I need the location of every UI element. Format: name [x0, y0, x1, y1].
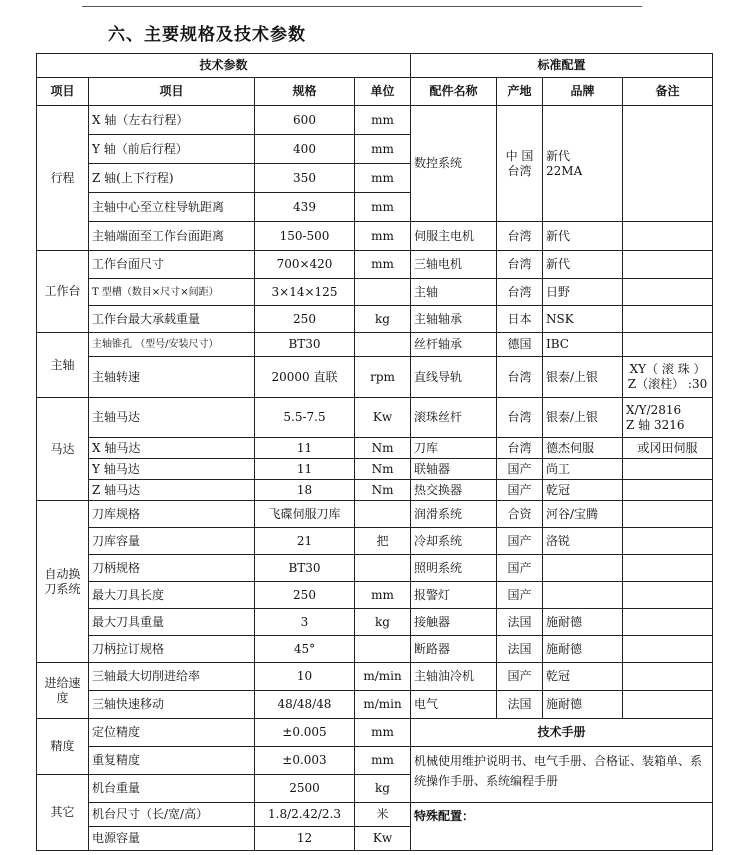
- spec-cell: 20000 直联: [255, 357, 355, 398]
- col-header: 单位: [355, 78, 411, 106]
- config-name: 冷却系统: [411, 528, 497, 555]
- config-name: 三轴电机: [411, 251, 497, 279]
- config-brand: 新代 22MA: [543, 106, 623, 222]
- config-brand: 日野: [543, 279, 623, 306]
- unit-cell: [355, 555, 411, 582]
- config-name: 直线导轨: [411, 357, 497, 398]
- unit-cell: mm: [355, 251, 411, 279]
- unit-cell: mm: [355, 747, 411, 775]
- config-note: [623, 609, 713, 636]
- config-origin: 台湾: [497, 438, 543, 459]
- unit-cell: [355, 501, 411, 528]
- config-origin: 台湾: [497, 251, 543, 279]
- config-name: 热交换器: [411, 480, 497, 501]
- unit-cell: [355, 333, 411, 357]
- col-header: 品牌: [543, 78, 623, 106]
- config-origin: 法国: [497, 691, 543, 719]
- config-origin: 国产: [497, 663, 543, 691]
- config-note: [623, 582, 713, 609]
- item-cell: X 轴（左右行程）: [89, 106, 255, 135]
- item-cell: 主轴锥孔 （型号/安装尺寸）: [89, 333, 255, 357]
- top-rule: [82, 6, 642, 7]
- config-note: X/Y/2816 Z 轴 3216: [623, 398, 713, 438]
- col-header: 配件名称: [411, 78, 497, 106]
- config-note: [623, 636, 713, 663]
- config-brand: 德杰伺服: [543, 438, 623, 459]
- unit-cell: mm: [355, 193, 411, 222]
- config-origin: 国产: [497, 480, 543, 501]
- config-name: 电气: [411, 691, 497, 719]
- unit-cell: Nm: [355, 438, 411, 459]
- spec-cell: 600: [255, 106, 355, 135]
- spec-cell: 700×420: [255, 251, 355, 279]
- item-cell: 重复精度: [89, 747, 255, 775]
- item-cell: 刀柄规格: [89, 555, 255, 582]
- spec-cell: 250: [255, 306, 355, 333]
- config-brand: IBC: [543, 333, 623, 357]
- config-origin: 日本: [497, 306, 543, 333]
- config-brand: 银泰/上银: [543, 357, 623, 398]
- config-origin: 国产: [497, 555, 543, 582]
- category-accuracy: 精度: [37, 719, 89, 775]
- config-name: 照明系统: [411, 555, 497, 582]
- unit-cell: Nm: [355, 480, 411, 501]
- spec-cell: 21: [255, 528, 355, 555]
- category-feed: 进给速度: [37, 663, 89, 719]
- category-atc: 自动换刀系统: [37, 501, 89, 663]
- config-brand: 新代: [543, 222, 623, 251]
- config-brand: 洛锐: [543, 528, 623, 555]
- spec-cell: 飞碟伺服刀库: [255, 501, 355, 528]
- special-config: 特殊配置：: [411, 803, 713, 851]
- config-name: 伺服主电机: [411, 222, 497, 251]
- spec-cell: 250: [255, 582, 355, 609]
- item-cell: Y 轴马达: [89, 459, 255, 480]
- col-header: 规格: [255, 78, 355, 106]
- item-cell: 刀柄拉订规格: [89, 636, 255, 663]
- config-origin: 国产: [497, 528, 543, 555]
- tech-params-header: 技术参数: [37, 54, 411, 78]
- config-note: [623, 528, 713, 555]
- spec-cell: 48/48/48: [255, 691, 355, 719]
- item-cell: T 型槽（数目×尺寸×间距）: [89, 279, 255, 306]
- col-header: 产地: [497, 78, 543, 106]
- config-brand: 乾冠: [543, 480, 623, 501]
- config-brand: 施耐德: [543, 636, 623, 663]
- spec-table: [36, 53, 713, 851]
- item-cell: 最大刀具长度: [89, 582, 255, 609]
- item-cell: Z 轴(上下行程): [89, 164, 255, 193]
- spec-cell: 18: [255, 480, 355, 501]
- spec-cell: 5.5-7.5: [255, 398, 355, 438]
- item-cell: 机台尺寸（长/宽/高）: [89, 803, 255, 827]
- config-note: [623, 663, 713, 691]
- category-travel: 行程: [37, 106, 89, 251]
- item-cell: 主轴转速: [89, 357, 255, 398]
- config-name: 刀库: [411, 438, 497, 459]
- config-brand: 施耐德: [543, 609, 623, 636]
- unit-cell: 把: [355, 528, 411, 555]
- config-name: 断路器: [411, 636, 497, 663]
- config-name: 主轴轴承: [411, 306, 497, 333]
- unit-cell: mm: [355, 106, 411, 135]
- item-cell: 主轴端面至工作台面距离: [89, 222, 255, 251]
- config-brand: 尚工: [543, 459, 623, 480]
- config-name: 接触器: [411, 609, 497, 636]
- spec-cell: 1.8/2.42/2.3: [255, 803, 355, 827]
- item-cell: 电源容量: [89, 827, 255, 851]
- spec-cell: 400: [255, 135, 355, 164]
- spec-cell: 439: [255, 193, 355, 222]
- spec-cell: BT30: [255, 555, 355, 582]
- standard-config-header: 标准配置: [411, 54, 713, 78]
- config-origin: 法国: [497, 609, 543, 636]
- unit-cell: Nm: [355, 459, 411, 480]
- item-cell: 机台重量: [89, 775, 255, 803]
- config-brand: [543, 555, 623, 582]
- item-cell: 三轴快速移动: [89, 691, 255, 719]
- unit-cell: mm: [355, 135, 411, 164]
- config-origin: 法国: [497, 636, 543, 663]
- config-origin: 台湾: [497, 357, 543, 398]
- config-brand: 银泰/上银: [543, 398, 623, 438]
- config-origin: 中 国 台湾: [497, 106, 543, 222]
- config-note: [623, 691, 713, 719]
- unit-cell: m/min: [355, 691, 411, 719]
- spec-cell: 12: [255, 827, 355, 851]
- category-spindle: 主轴: [37, 333, 89, 398]
- unit-cell: kg: [355, 609, 411, 636]
- col-header: 项目: [37, 78, 89, 106]
- item-cell: X 轴马达: [89, 438, 255, 459]
- item-cell: 主轴中心至立柱导轨距离: [89, 193, 255, 222]
- unit-cell: mm: [355, 164, 411, 193]
- config-note: [623, 279, 713, 306]
- unit-cell: Kw: [355, 398, 411, 438]
- item-cell: 最大刀具重量: [89, 609, 255, 636]
- config-note: [623, 555, 713, 582]
- config-origin: 国产: [497, 582, 543, 609]
- item-cell: 刀库容量: [89, 528, 255, 555]
- spec-cell: 150-500: [255, 222, 355, 251]
- col-header: 备注: [623, 78, 713, 106]
- config-origin: 国产: [497, 459, 543, 480]
- item-cell: 主轴马达: [89, 398, 255, 438]
- config-brand: NSK: [543, 306, 623, 333]
- config-name: 报警灯: [411, 582, 497, 609]
- item-cell: Z 轴马达: [89, 480, 255, 501]
- config-name: 滚珠丝杆: [411, 398, 497, 438]
- spec-cell: 3: [255, 609, 355, 636]
- config-name: 主轴油冷机: [411, 663, 497, 691]
- manual-contents: 机械使用维护说明书、电气手册、合格证、装箱单、系统操作手册、系统编程手册: [411, 747, 713, 803]
- config-origin: 台湾: [497, 398, 543, 438]
- spec-cell: 2500: [255, 775, 355, 803]
- config-note: [623, 106, 713, 222]
- config-note: [623, 306, 713, 333]
- config-note: XY（ 滚 珠 ）Z（滚柱） :30: [623, 357, 713, 398]
- spec-cell: BT30: [255, 333, 355, 357]
- config-origin: 合资: [497, 501, 543, 528]
- unit-cell: Kw: [355, 827, 411, 851]
- spec-cell: ±0.003: [255, 747, 355, 775]
- item-cell: 工作台最大承载重量: [89, 306, 255, 333]
- manual-header: 技术手册: [411, 719, 713, 747]
- category-worktable: 工作台: [37, 251, 89, 333]
- item-cell: 工作台面尺寸: [89, 251, 255, 279]
- spec-cell: 10: [255, 663, 355, 691]
- config-origin: 台湾: [497, 279, 543, 306]
- config-name: 联轴器: [411, 459, 497, 480]
- col-header: 项目: [89, 78, 255, 106]
- item-cell: 定位精度: [89, 719, 255, 747]
- config-note: [623, 501, 713, 528]
- unit-cell: kg: [355, 306, 411, 333]
- spec-cell: 45°: [255, 636, 355, 663]
- unit-cell: 米: [355, 803, 411, 827]
- item-cell: 三轴最大切削进给率: [89, 663, 255, 691]
- spec-cell: 3×14×125: [255, 279, 355, 306]
- unit-cell: mm: [355, 719, 411, 747]
- config-note: [623, 480, 713, 501]
- unit-cell: [355, 636, 411, 663]
- unit-cell: mm: [355, 582, 411, 609]
- item-cell: Y 轴（前后行程）: [89, 135, 255, 164]
- category-motor: 马达: [37, 398, 89, 501]
- spec-cell: 11: [255, 438, 355, 459]
- item-cell: 刀库规格: [89, 501, 255, 528]
- config-brand: 施耐德: [543, 691, 623, 719]
- spec-cell: 350: [255, 164, 355, 193]
- spec-cell: 11: [255, 459, 355, 480]
- config-note: [623, 222, 713, 251]
- category-other: 其它: [37, 775, 89, 851]
- config-note: [623, 251, 713, 279]
- config-note: [623, 333, 713, 357]
- spec-cell: ±0.005: [255, 719, 355, 747]
- page-title: 六、主要规格及技术参数: [108, 25, 306, 45]
- config-origin: 德国: [497, 333, 543, 357]
- config-brand: 河谷/宝腾: [543, 501, 623, 528]
- unit-cell: mm: [355, 222, 411, 251]
- config-origin: 台湾: [497, 222, 543, 251]
- config-name: 数控系统: [411, 106, 497, 222]
- config-name: 润滑系统: [411, 501, 497, 528]
- config-brand: 乾冠: [543, 663, 623, 691]
- config-note: 或冈田伺服: [623, 438, 713, 459]
- unit-cell: kg: [355, 775, 411, 803]
- config-name: 丝杆轴承: [411, 333, 497, 357]
- config-brand: [543, 582, 623, 609]
- unit-cell: rpm: [355, 357, 411, 398]
- config-name: 主轴: [411, 279, 497, 306]
- config-brand: 新代: [543, 251, 623, 279]
- unit-cell: m/min: [355, 663, 411, 691]
- unit-cell: [355, 279, 411, 306]
- config-note: [623, 459, 713, 480]
